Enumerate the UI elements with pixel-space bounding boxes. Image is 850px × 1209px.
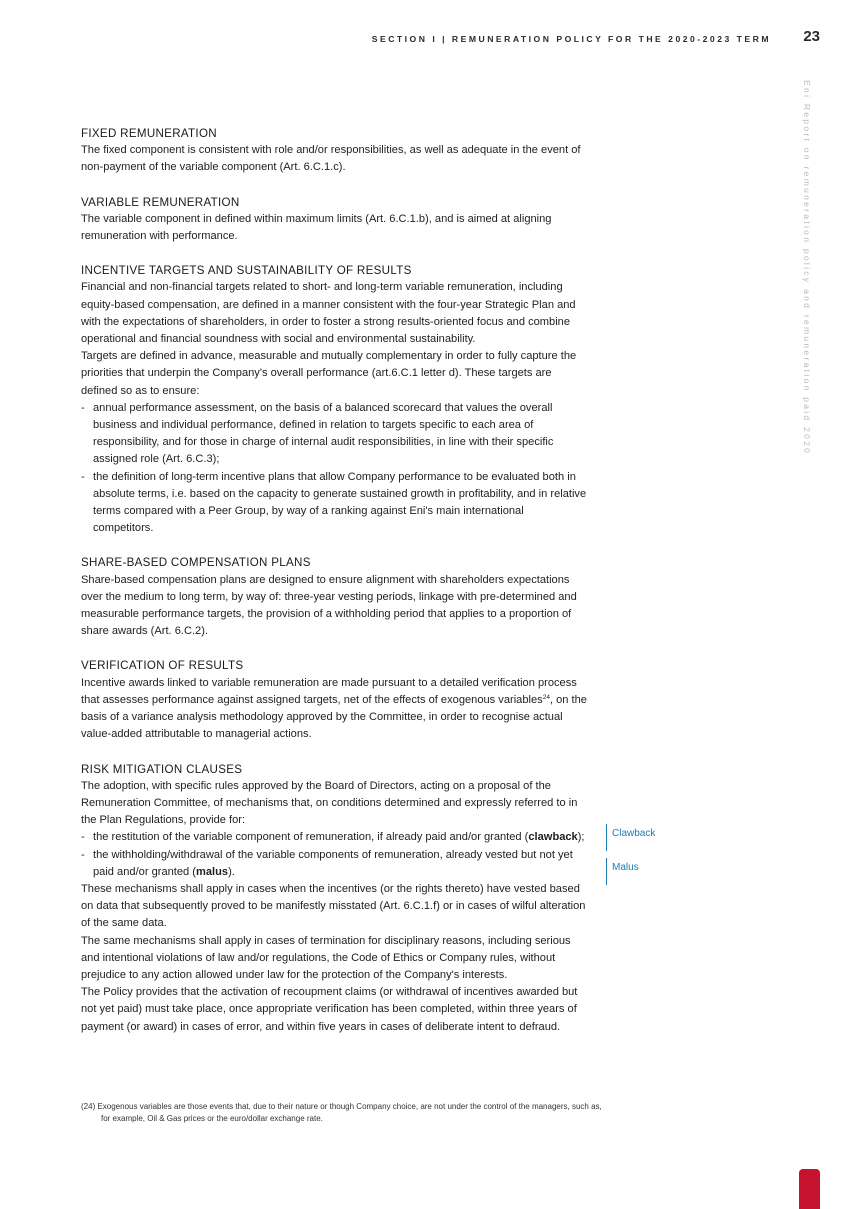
running-header: SECTION I | REMUNERATION POLICY FOR THE 2020-2023 TERM bbox=[371, 34, 771, 44]
paragraph: The same mechanisms shall apply in cases of termination for disciplinary reasons, including serious and intentional violations of law and/or regulations, the Code of Ethics or Company rules, without prejudice to any action allowed under law for the protection of the Company's interests. bbox=[81, 934, 571, 981]
footnote: (24) Exogenous variables are those events that, due to their nature or though Company choice, are not under the control of the managers, such as, for example, Oil & Gas prices or the euro/dollar exchange rate. bbox=[81, 1102, 602, 1123]
paragraph: The variable component in defined within maximum limits (Art. 6.C.1.b), and is aimed at aligning remuneration with performance. bbox=[81, 212, 552, 243]
list-item: - the definition of long-term incentive plans that allow Company performance to be evaluated both in absolute terms, i.e. based on the capacity to generate sustained growth in profitability, and in relative terms compared with a Peer Group, by way of a ranking against Eni's main international competitors. bbox=[81, 469, 587, 538]
paragraph: Share-based compensation plans are designed to ensure alignment with shareholders expectations over the medium to long term, by way of: three-year vesting periods, linkage with pre-determined and measurable performance targets, the provision of a withholding period that applies to a proportion of share awards (Art. 6.C.2). bbox=[81, 573, 577, 638]
page-number: 23 bbox=[803, 28, 820, 45]
list-item bbox=[81, 829, 587, 846]
paragraph: The fixed component is consistent with role and/or responsibilities, as well as adequate in the event of non-payment of the variable component (Art. 6.C.1.c). bbox=[81, 144, 581, 174]
paragraph: Financial and non-financial targets related to short- and long-term variable remuneration, including equity-based compensation, are defined in a manner consistent with the four-year Strategic Plan and with the expectations of shareholders, in order to foster a strong results-oriented focus and combine operational and financial soundness with social and environmental sustainability. bbox=[81, 281, 576, 346]
list-item-text: ); bbox=[577, 831, 585, 844]
section-share-based-plans bbox=[81, 554, 587, 640]
section-incentive-targets bbox=[81, 262, 587, 537]
bullet-list bbox=[81, 400, 587, 538]
list-item: - annual performance assessment, on the basis of a balanced scorecard that values the overall business and individual performance, defined in relation to targets specific to each area of responsibility, and for those in charge of internal audit responsibilities, in line with their specific assigned role (Art. 6.C.3); bbox=[81, 400, 587, 469]
margin-note-clawback: Clawback bbox=[606, 824, 655, 851]
side-title: Eni Report on remuneration policy and remuneration paid 2020 bbox=[802, 80, 812, 456]
section-fixed-remuneration bbox=[81, 125, 587, 177]
term-malus: malus bbox=[196, 865, 229, 878]
paragraph: The adoption, with specific rules approved by the Board of Directors, acting on a proposal of the Remuneration Committee, of mechanisms that, on conditions determined and expressly referred to in the Plan Regulations, provide for: bbox=[81, 779, 578, 827]
list-item-text: ). bbox=[228, 865, 235, 878]
paragraph-text: , on the basis of a variance analysis methodology approved by the Committee, in order to recognise actual value-added attributable to managerial actions. bbox=[81, 693, 587, 741]
section-variable-remuneration bbox=[81, 194, 587, 246]
section-verification-of-results bbox=[81, 657, 587, 743]
section-risk-mitigation bbox=[81, 761, 587, 1036]
section-heading: VARIABLE REMUNERATION bbox=[81, 195, 240, 209]
list-item-text: the restitution of the variable component of remuneration, if already paid and/or granted ( bbox=[93, 831, 529, 844]
paragraph bbox=[81, 675, 587, 744]
page-tab-marker bbox=[799, 1169, 820, 1209]
section-heading: RISK MITIGATION CLAUSES bbox=[81, 762, 243, 776]
section-heading: INCENTIVE TARGETS AND SUSTAINABILITY OF RESULTS bbox=[81, 264, 412, 278]
paragraph: Targets are defined in advance, measurable and mutually complementary in order to fully capture the priorities that underpin the Company's overall performance (art.6.C.1 letter d). These targets are defined so as to ensure: bbox=[81, 350, 577, 397]
section-heading: FIXED REMUNERATION bbox=[81, 127, 217, 140]
footnote-reference: 24 bbox=[542, 693, 550, 701]
term-clawback: clawback bbox=[528, 831, 578, 844]
paragraph-text: Incentive awards linked to variable remuneration are made pursuant to a detailed verification process that assesses performance against assigned targets, net of the effects of exogenous variables bbox=[81, 676, 577, 706]
section-heading: VERIFICATION OF RESULTS bbox=[81, 659, 244, 673]
section-heading: SHARE-BASED COMPENSATION PLANS bbox=[81, 556, 311, 570]
main-content bbox=[81, 125, 587, 1053]
list-item bbox=[81, 847, 587, 881]
bullet-list bbox=[81, 829, 587, 881]
margin-note-malus: Malus bbox=[606, 858, 639, 885]
list-item-text: the withholding/withdrawal of the variable components of remuneration, already vested but not yet paid and/or granted ( bbox=[93, 848, 573, 878]
paragraph: The Policy provides that the activation of recoupment claims (or withdrawal of incentives awarded but not yet paid) must take place, once appropriate verification has been completed, within three years of payment (or award) in cases of error, and within five years in cases of deliberate intent to defraud. bbox=[81, 986, 578, 1033]
paragraph: These mechanisms shall apply in cases when the incentives (or the rights thereto) have vested based on data that subsequently proved to be manifestly misstated (Art. 6.C.1.f) or in cases of wilful alteration of the same data. bbox=[81, 882, 586, 930]
